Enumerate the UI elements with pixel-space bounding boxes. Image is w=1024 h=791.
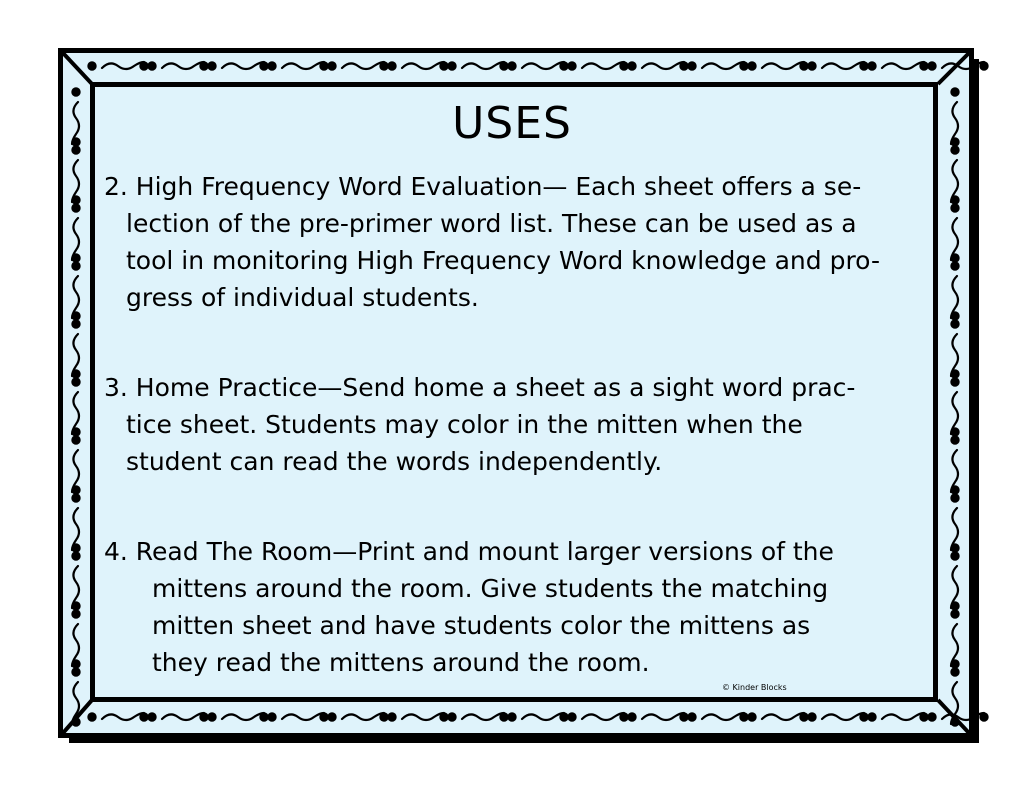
item-line: tice sheet. Students may color in the mitten when the xyxy=(126,410,803,439)
border-dot xyxy=(268,713,275,720)
border-dot xyxy=(920,62,927,69)
use-item-4 xyxy=(104,533,834,681)
border-squiggle xyxy=(402,713,444,720)
border-dot xyxy=(388,62,395,69)
border-dot xyxy=(951,544,958,551)
border-dot xyxy=(72,668,79,675)
border-dot xyxy=(148,713,155,720)
item-line: they read the mittens around the room. xyxy=(152,648,650,677)
border-dot xyxy=(951,486,958,493)
border-squiggle xyxy=(462,62,504,69)
border-dot xyxy=(508,713,515,720)
border-dot xyxy=(628,713,635,720)
border-dot xyxy=(328,713,335,720)
border-dot xyxy=(860,62,867,69)
border-squiggle xyxy=(582,713,624,720)
border-dot xyxy=(140,62,147,69)
border-dot xyxy=(320,62,327,69)
border-dot xyxy=(260,713,267,720)
border-dot xyxy=(951,204,958,211)
border-dot xyxy=(72,718,79,725)
item-line: gress of individual students. xyxy=(126,283,479,312)
border-dot xyxy=(951,262,958,269)
border-dot xyxy=(72,320,79,327)
border-dot xyxy=(72,486,79,493)
border-dot xyxy=(500,713,507,720)
border-dot xyxy=(951,660,958,667)
border-dot xyxy=(328,62,335,69)
border-dot xyxy=(951,370,958,377)
border-squiggle xyxy=(702,62,744,69)
border-squiggle xyxy=(822,62,864,69)
border-dot xyxy=(568,62,575,69)
border-dot xyxy=(951,436,958,443)
border-dot xyxy=(688,713,695,720)
border-dot xyxy=(951,88,958,95)
border-dot xyxy=(72,610,79,617)
border-dot xyxy=(440,713,447,720)
border-dot xyxy=(928,713,935,720)
border-dot xyxy=(740,713,747,720)
border-dot xyxy=(320,713,327,720)
border-squiggle xyxy=(282,713,324,720)
copyright-credit: © Kinder Blocks xyxy=(722,683,787,692)
border-dot xyxy=(980,62,987,69)
border-dot xyxy=(740,62,747,69)
item-line: lection of the pre-primer word list. These can be used as a xyxy=(126,209,857,238)
border-dot xyxy=(951,718,958,725)
border-dot xyxy=(951,378,958,385)
border-dot xyxy=(951,552,958,559)
border-dot xyxy=(260,62,267,69)
border-dot xyxy=(72,312,79,319)
border-squiggle xyxy=(342,713,384,720)
border-squiggle xyxy=(162,713,204,720)
page-title: USES xyxy=(452,98,572,149)
border-squiggle xyxy=(882,713,924,720)
border-dot xyxy=(72,436,79,443)
border-dot xyxy=(568,713,575,720)
border-dot xyxy=(620,713,627,720)
border-squiggle xyxy=(822,713,864,720)
border-dot xyxy=(680,713,687,720)
border-squiggle xyxy=(162,62,204,69)
border-dot xyxy=(72,88,79,95)
border-dot xyxy=(268,62,275,69)
border-dot xyxy=(560,62,567,69)
border-squiggle xyxy=(342,62,384,69)
border-squiggle xyxy=(402,62,444,69)
border-dot xyxy=(800,713,807,720)
border-dot xyxy=(72,370,79,377)
border-dot xyxy=(951,610,958,617)
border-dot xyxy=(868,62,875,69)
border-dot xyxy=(951,668,958,675)
border-dot xyxy=(148,62,155,69)
border-dot xyxy=(72,204,79,211)
border-squiggle xyxy=(522,713,564,720)
item-line: 2. High Frequency Word Evaluation— Each sheet offers a se- xyxy=(104,172,862,201)
border-dot xyxy=(951,196,958,203)
border-dot xyxy=(808,713,815,720)
border-dot xyxy=(928,62,935,69)
border-squiggle xyxy=(102,713,144,720)
item-line: mitten sheet and have students color the mittens as xyxy=(152,611,811,640)
border-dot xyxy=(72,544,79,551)
use-item-3 xyxy=(104,369,855,480)
border-squiggle xyxy=(102,62,144,69)
item-line: mittens around the room. Give students the matching xyxy=(152,574,829,603)
border-dot xyxy=(200,62,207,69)
border-dot xyxy=(72,378,79,385)
border-dot xyxy=(508,62,515,69)
border-squiggle xyxy=(762,713,804,720)
border-squiggle xyxy=(222,62,264,69)
border-squiggle xyxy=(462,713,504,720)
border-dot xyxy=(440,62,447,69)
border-dot xyxy=(951,428,958,435)
border-dot xyxy=(72,262,79,269)
border-dot xyxy=(72,494,79,501)
item-line: student can read the words independently. xyxy=(126,447,663,476)
border-squiggle xyxy=(942,713,984,720)
border-dot xyxy=(72,552,79,559)
border-squiggle xyxy=(222,713,264,720)
border-dot xyxy=(200,713,207,720)
border-dot xyxy=(920,713,927,720)
border-dot xyxy=(72,660,79,667)
border-dot xyxy=(868,713,875,720)
border-squiggle xyxy=(642,713,684,720)
item-line: 3. Home Practice—Send home a sheet as a sight word prac- xyxy=(104,373,856,402)
border-dot xyxy=(951,602,958,609)
border-dot xyxy=(800,62,807,69)
use-item-2 xyxy=(104,168,880,316)
border-squiggle xyxy=(942,62,984,69)
border-squiggle xyxy=(882,62,924,69)
border-dot xyxy=(72,602,79,609)
border-dot xyxy=(620,62,627,69)
border-dot xyxy=(560,713,567,720)
border-dot xyxy=(140,713,147,720)
border-squiggle xyxy=(522,62,564,69)
border-dot xyxy=(72,196,79,203)
border-dot xyxy=(380,713,387,720)
border-dot xyxy=(72,428,79,435)
border-dot xyxy=(951,312,958,319)
border-dot xyxy=(88,713,95,720)
border-dot xyxy=(208,62,215,69)
border-dot xyxy=(628,62,635,69)
border-dot xyxy=(208,713,215,720)
border-dot xyxy=(448,62,455,69)
border-dot xyxy=(448,713,455,720)
border-dot xyxy=(748,713,755,720)
border-dot xyxy=(980,713,987,720)
border-dot xyxy=(388,713,395,720)
border-dot xyxy=(951,494,958,501)
border-dot xyxy=(748,62,755,69)
border-dot xyxy=(860,713,867,720)
border-dot xyxy=(72,254,79,261)
border-dot xyxy=(680,62,687,69)
border-dot xyxy=(500,62,507,69)
item-line: 4. Read The Room—Print and mount larger versions of the xyxy=(104,537,834,566)
border-dot xyxy=(88,62,95,69)
item-line: tool in monitoring High Frequency Word knowledge and pro- xyxy=(126,246,880,275)
border-dot xyxy=(380,62,387,69)
border-dot xyxy=(951,254,958,261)
border-squiggle xyxy=(642,62,684,69)
border-squiggle xyxy=(582,62,624,69)
border-dot xyxy=(951,320,958,327)
border-squiggle xyxy=(762,62,804,69)
border-dot xyxy=(808,62,815,69)
border-squiggle xyxy=(282,62,324,69)
border-dot xyxy=(688,62,695,69)
border-squiggle xyxy=(702,713,744,720)
